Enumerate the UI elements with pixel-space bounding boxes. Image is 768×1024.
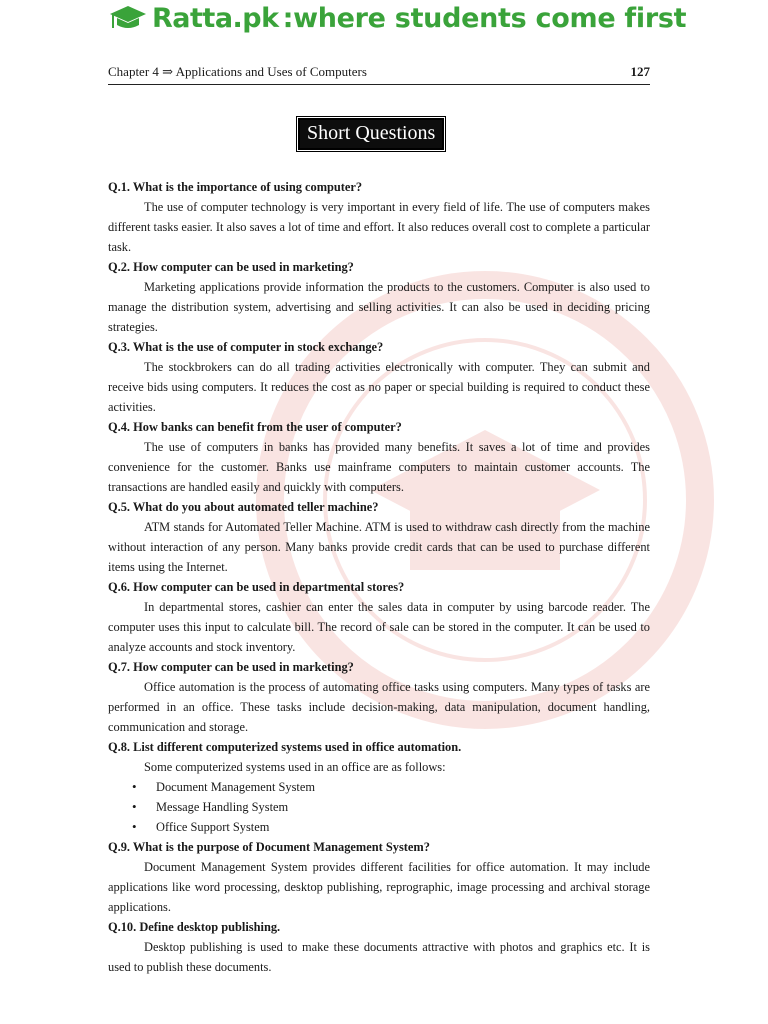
questions-list xyxy=(108,177,650,977)
answer-text: In departmental stores, cashier can enter the sales data in computer by using barcode reader. The computer uses this input to calculate bill. The record of sale can be stored in the computer. It can be used to analyze accounts and stock inventory. xyxy=(108,600,650,654)
list-item: • Document Management System xyxy=(132,777,650,797)
list-item: • Message Handling System xyxy=(132,797,650,817)
running-header xyxy=(108,64,650,80)
question-heading: Q.7. How computer can be used in marketing? xyxy=(108,660,354,674)
question-heading: Q.6. How computer can be used in departmental stores? xyxy=(108,580,405,594)
question-heading: Q.8. List different computerized systems used in office automation. xyxy=(108,740,462,754)
graduation-cap-icon xyxy=(108,3,148,33)
question-heading: Q.3. What is the use of computer in stock exchange? xyxy=(108,340,384,354)
section-title: Short Questions xyxy=(298,118,444,150)
question-heading: Q.9. What is the purpose of Document Management System? xyxy=(108,840,430,854)
answer-text: Document Management System provides different facilities for office automation. It may include applications like word processing, desktop publishing, reprographic, image processing and archival storage applications. xyxy=(108,860,650,914)
brand-tagline: :where students come first xyxy=(282,2,687,34)
answer-text: The stockbrokers can do all trading activities electronically with computer. They can submit and receive bids using computers. It reduces the cost as no paper or special building is required to conduct these activities. xyxy=(108,360,650,414)
answer-text: Marketing applications provide information the products to the customers. Computer is also used to manage the distribution system, advertising and selling activities. It can also be used in deciding pricing strategies. xyxy=(108,280,650,334)
question-heading: Q.10. Define desktop publishing. xyxy=(108,920,281,934)
question-heading: Q.5. What do you about automated teller machine? xyxy=(108,500,379,514)
bullet-list xyxy=(108,777,650,837)
answer-text: The use of computers in banks has provided many benefits. It saves a lot of time and provides convenience for the customer. Banks use mainframe computers to maintain customer accounts. The transactions are handled easily and quickly with computers. xyxy=(108,440,650,494)
list-item: • Office Support System xyxy=(132,817,650,837)
answer-text: The use of computer technology is very important in every field of life. The use of computers makes different tasks easier. It also saves a lot of time and effort. It also reduces overall cost to complete a particular task. xyxy=(108,200,650,254)
brand-name: Ratta.pk xyxy=(152,2,279,34)
question-heading: Q.4. How banks can benefit from the user of computer? xyxy=(108,420,402,434)
question-heading: Q.2. How computer can be used in marketing? xyxy=(108,260,354,274)
answer-text: Desktop publishing is used to make these documents attractive with photos and graphics etc. It is used to publish these documents. xyxy=(108,940,650,974)
chapter-title: Chapter 4 ⇒ Applications and Uses of Computers xyxy=(108,64,367,79)
answer-text: Some computerized systems used in an office are as follows: xyxy=(144,760,446,774)
answer-text: ATM stands for Automated Teller Machine. ATM is used to withdraw cash directly from the machine without interaction of any person. Many banks provide credit cards that can be used to purchase different items using the Internet. xyxy=(108,520,650,574)
page-number: 127 xyxy=(630,64,650,79)
header-rule xyxy=(108,84,650,85)
answer-text: Office automation is the process of automating office tasks using computers. Many types of tasks are performed in an office. These tasks include decision-making, data manipulation, document handling, communication and storage. xyxy=(108,680,650,734)
site-banner[interactable] xyxy=(108,0,686,36)
question-heading: Q.1. What is the importance of using computer? xyxy=(108,180,363,194)
